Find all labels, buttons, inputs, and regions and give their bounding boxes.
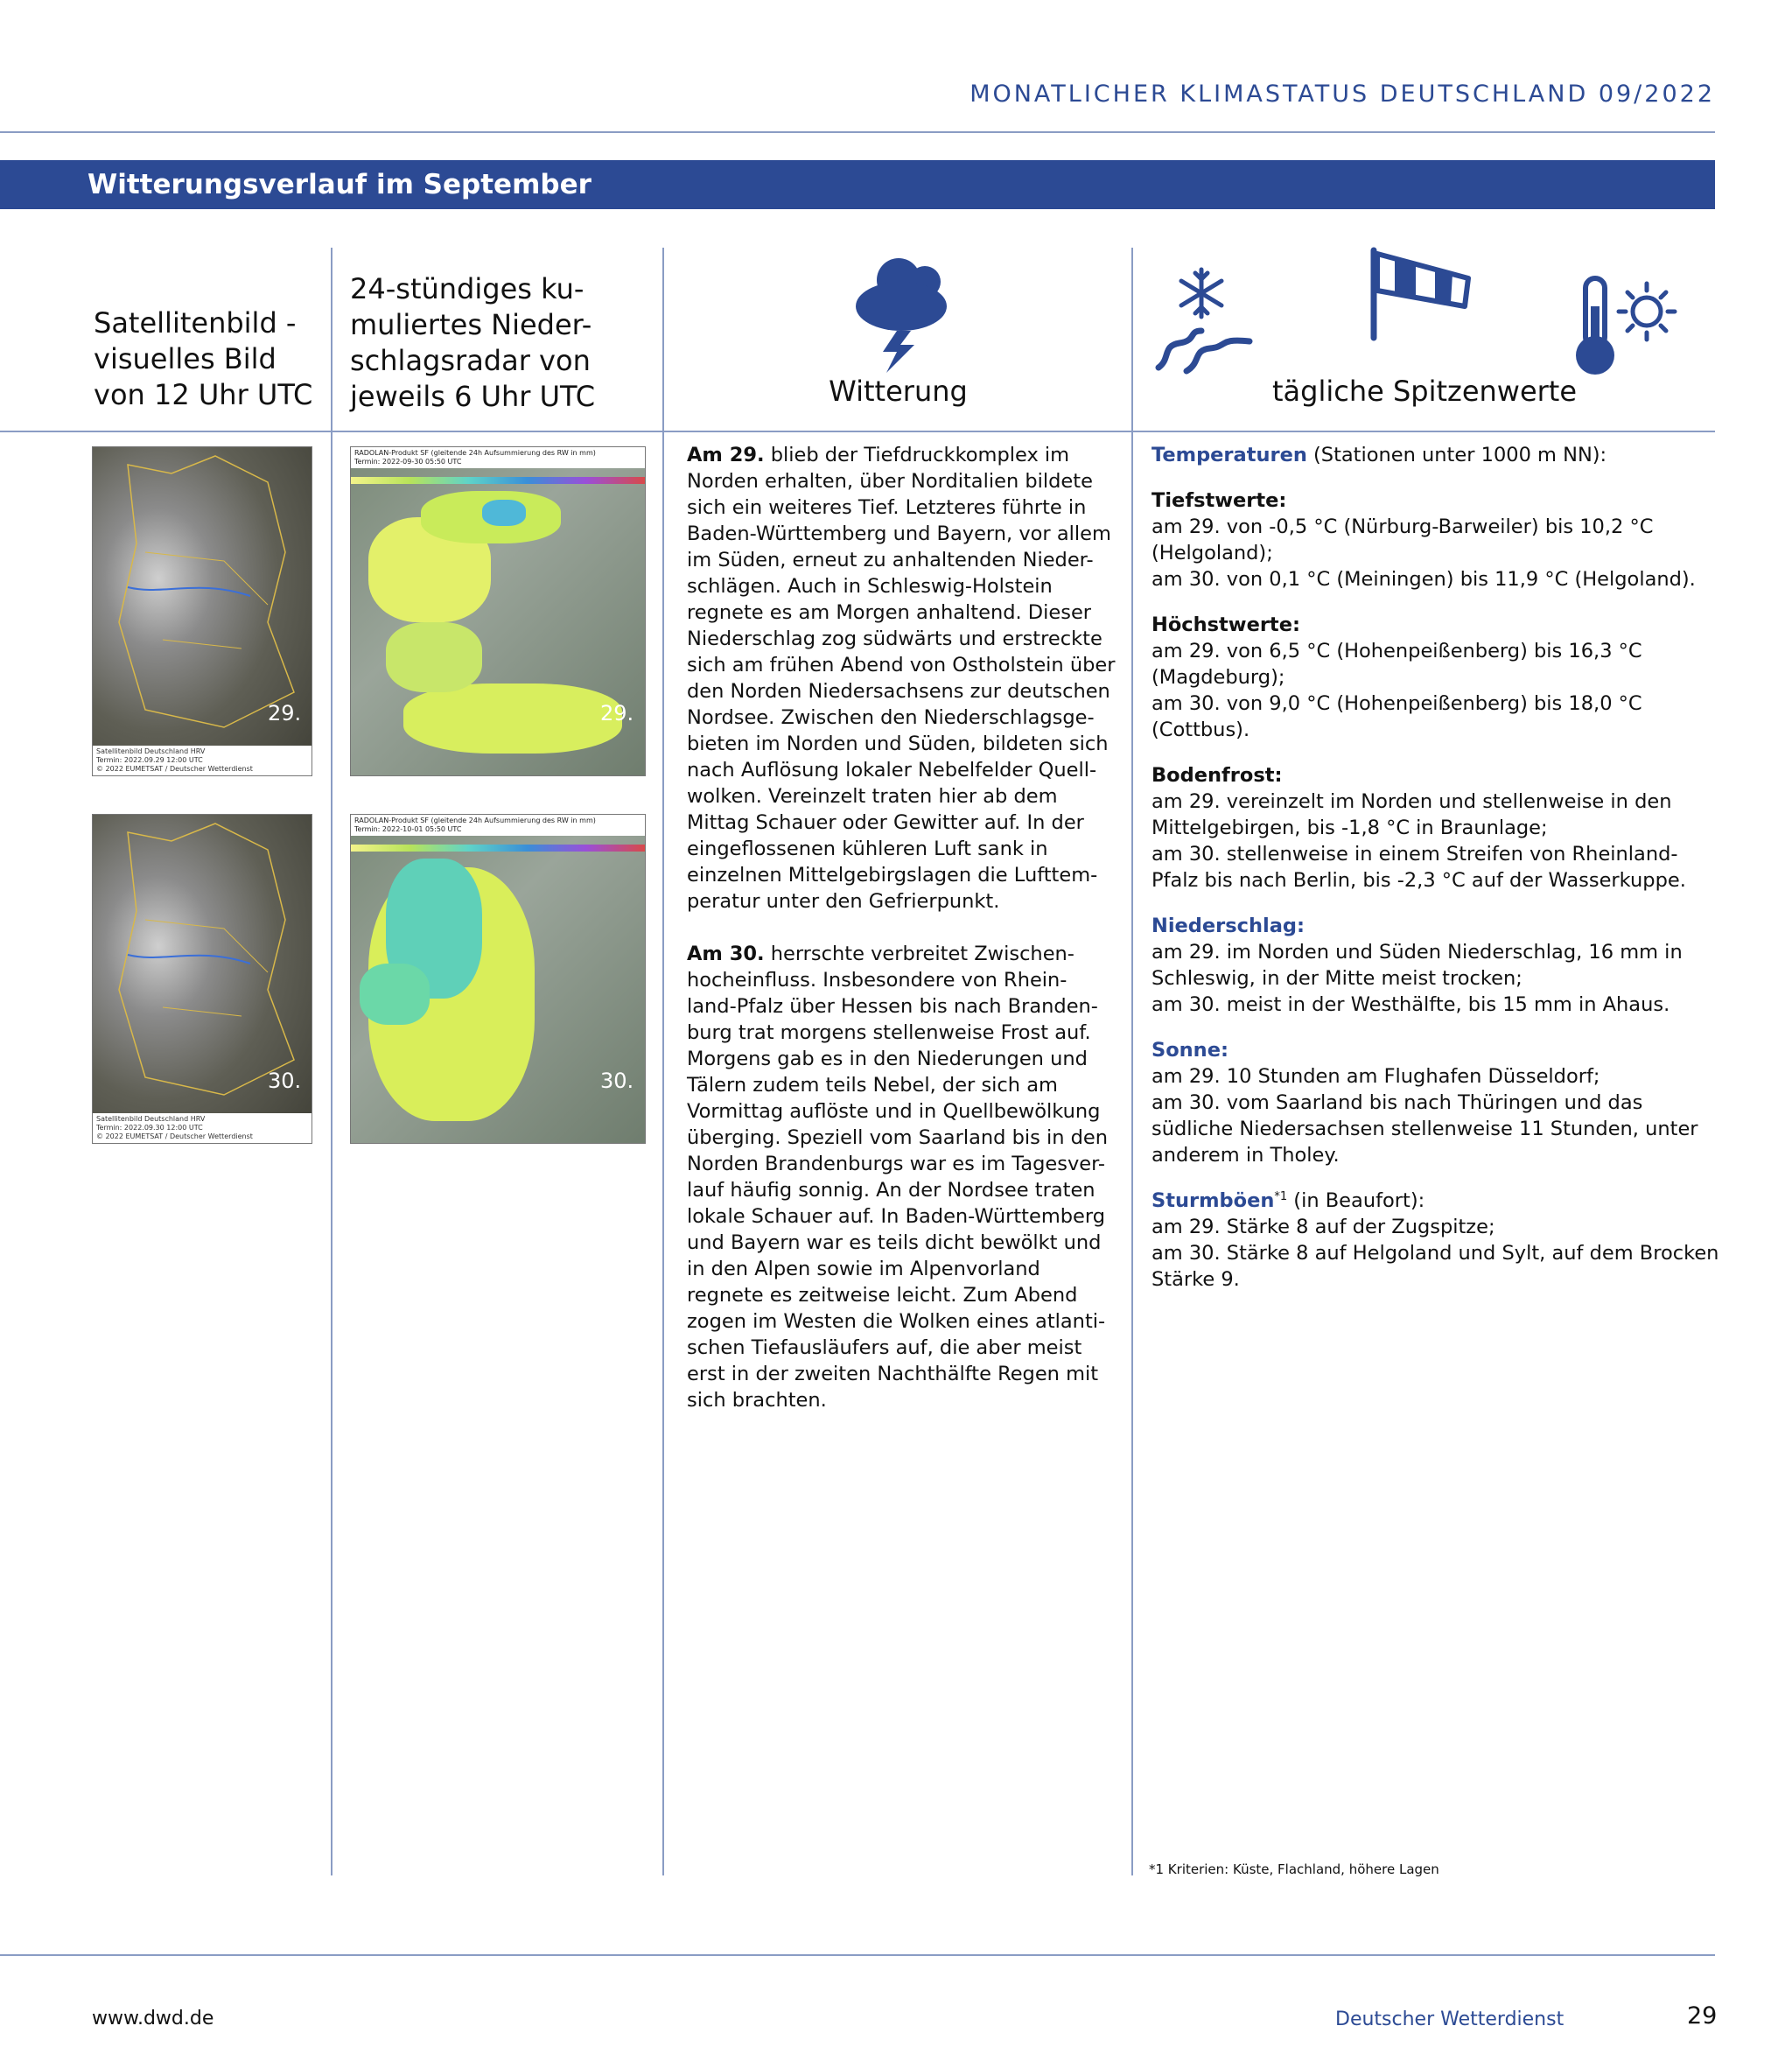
radar-image-30 [350, 814, 646, 1144]
day-label: 30. [268, 1069, 302, 1093]
color-scale [351, 845, 645, 852]
section-title: Witterungsverlauf im September [88, 169, 592, 200]
thunderstorm-cloud-icon [853, 254, 949, 376]
header-divider [0, 131, 1715, 133]
color-scale [351, 477, 645, 484]
satellite-image-30 [92, 814, 312, 1144]
page-number: 29 [1687, 2002, 1718, 2029]
column-divider [662, 248, 664, 1875]
temperature-section: Temperaturen (Stationen unter 1000 m NN): [1152, 444, 1607, 466]
weather-paragraph-30: Am 30. herrschte verbreitet Zwischen-hocheinfluss. Insbesondere von Rhein-land-Pfalz über Hessen bis nach Branden-burg trat morgens stellenweise Frost auf. Morgens gab es in den Niederungen und Tälern zudem teils Nebel, der sich am Vormittag auflöste und in Quellbewölkung überging. Speziell vom Saarland bis in den Norden Brandenburgs war es im Tagesver-lauf häufig sonnig. An der Nordsee traten lokale Schauer auf. In Baden-Württemberg und Bayern war es teils dicht bewölkt und in den Alpen sowie im Alpenvorland regnete es zeitweise leicht. Zum Abend zogen im Westen die Wolken eines atlanti-schen Tiefausläufers auf, die aber meist erst in der zweiten Nachthälfte Regen mit sich brachten. [687, 943, 1109, 1412]
radar-caption: RADOLAN-Produkt SF (gleitende 24h Aufsummierung des RW in mm) Termin: 2022-10-01 05:50 UTC [351, 815, 645, 836]
website-link[interactable]: www.dwd.de [92, 2008, 214, 2029]
day-label: 29. [600, 701, 634, 726]
weather-description [687, 442, 1116, 1440]
thermometer-sun-icon [1566, 271, 1680, 381]
radar-column-header: 24-stündiges ku- muliertes Nieder- schlagsradar von jeweils 6 Uhr UTC [350, 272, 596, 413]
image-credit: Satellitenbild Deutschland HRV Termin: 2022.09.29 12:00 UTC © 2022 EUMETSAT / Deutscher Wetterdienst [93, 746, 312, 775]
map-borders-icon [93, 815, 312, 1112]
report-title: MONATLICHER KLIMASTATUS DEUTSCHLAND 09/2022 [970, 81, 1715, 108]
daily-peaks [1152, 442, 1720, 1312]
image-credit: Satellitenbild Deutschland HRV Termin: 2022.09.30 12:00 UTC © 2022 EUMETSAT / Deutscher Wetterdienst [93, 1113, 312, 1143]
radar-image-29 [350, 446, 646, 776]
satellite-image-29 [92, 446, 312, 776]
column-divider [331, 248, 332, 1875]
day-label: 29. [268, 701, 302, 726]
column-divider [1131, 248, 1133, 1875]
precipitation-section: Niederschlag: am 29. im Norden und Süden Niederschlag, 16 mm in Schleswig, in der Mitte meist trocken; am 30. meist in der Westhälfte, bis 15 mm in Ahaus. [1152, 915, 1683, 1016]
footer-divider [0, 1954, 1715, 1956]
peaks-column-header: tägliche Spitzenwerte [1271, 375, 1578, 408]
windsock-icon [1365, 245, 1479, 341]
header-row-divider [0, 431, 1715, 432]
maximum-section: Höchstwerte: am 29. von 6,5 °C (Hohenpeißenberg) bis 16,3 °C (Magdeburg); am 30. von 9,0 °C (Hohenpeißenberg) bis 18,0 °C (Cottbus). [1152, 613, 1642, 741]
satellite-column-header: Satellitenbild - visuelles Bild von 12 Uhr UTC [94, 306, 313, 411]
snowflake-icon [1153, 263, 1258, 376]
weather-paragraph-29: Am 29. blieb der Tiefdruckkomplex im Norden erhalten, über Norditalien bildete sich ein weiteres Tief. Letzteres führte in Baden-Württemberg und Bayern, vor allem im Süden, erneut zu anhaltenden Nieder-schlägen. Auch in Schleswig-Holstein regnete es am Morgen anhaltend. Dieser Niederschlag zog südwärts und erstreckte sich am frühen Abend von Ostholstein über den Norden Niedersachsens zur deutschen Nordsee. Zwischen den Niederschlagsge-bieten im Norden und Süden, bildeten sich nach Auflösung lokaler Nebelfelder Quell-wolken. Vereinzelt traten hier ab dem Mittag Schauer oder Gewitter auf. In der eingeflossenen kühleren Luft sank in einzelnen Mittelgebirgslagen die Lufttem-peratur unter den Gefrierpunkt. [687, 444, 1116, 913]
day-label: 30. [600, 1069, 634, 1093]
footnote: *1 Kriterien: Küste, Flachland, höhere Lagen [1149, 1861, 1439, 1877]
radar-caption: RADOLAN-Produkt SF (gleitende 24h Aufsummierung des RW in mm) Termin: 2022-09-30 05:50 UTC [351, 447, 645, 468]
publisher-name: Deutscher Wetterdienst [1335, 2008, 1564, 2030]
ground-frost-section: Bodenfrost: am 29. vereinzelt im Norden und stellenweise in den Mittelgebirgen, bis -1,8 °C in Braunlage; am 30. stellenweise in einem Streifen von Rheinland-Pfalz bis nach Berlin, bis -2,3 °C auf der Wasserkuppe. [1152, 764, 1686, 892]
minimum-section: Tiefstwerte: am 29. von -0,5 °C (Nürburg-Barweiler) bis 10,2 °C (Helgoland); am 30. von 0,1 °C (Meiningen) bis 11,9 °C (Helgoland). [1152, 489, 1696, 591]
sunshine-section: Sonne: am 29. 10 Stunden am Flughafen Düsseldorf; am 30. vom Saarland bis nach Thüringen und das südliche Niedersachsen stellenweise 11 Stunden, unter anderem in Tholey. [1152, 1039, 1698, 1167]
gusts-section: Sturmböen$^{*1}$ (in Beaufort): am 29. Stärke 8 auf der Zugspitze; am 30. Stärke 8 auf Helgoland und Sylt, auf dem Brocken Stärke 9. [1152, 1189, 1719, 1291]
weather-column-header: Witterung [829, 375, 968, 408]
map-borders-icon [93, 447, 312, 745]
